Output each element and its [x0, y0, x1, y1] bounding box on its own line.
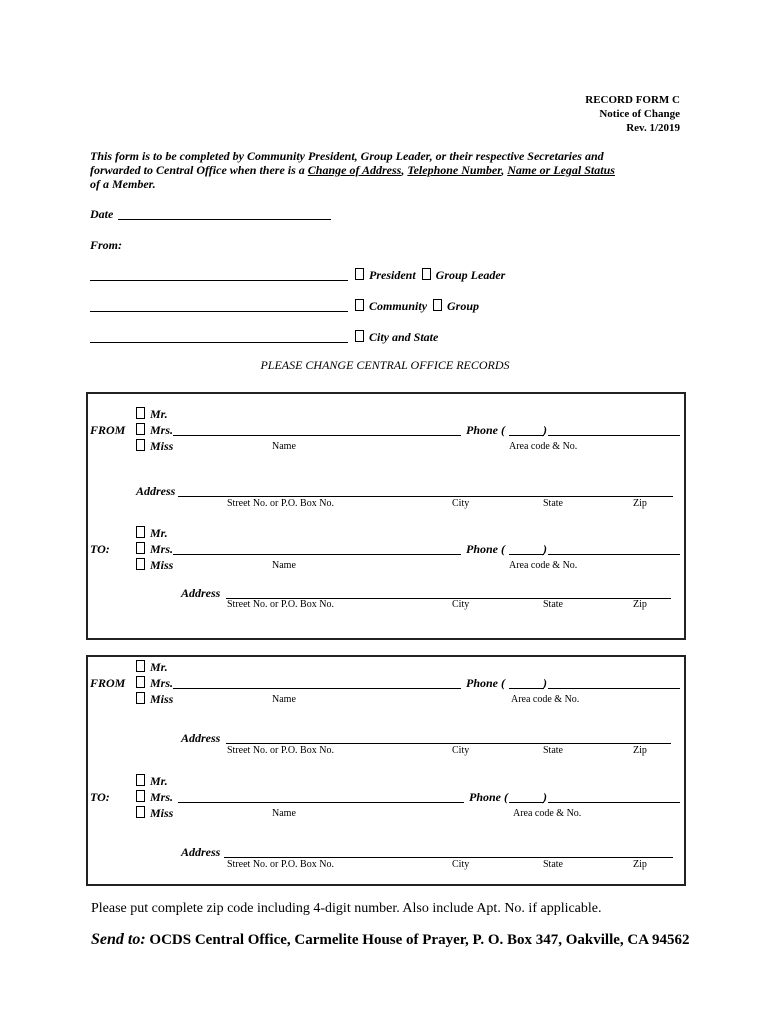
to2-label: TO: [90, 790, 110, 804]
from2-mr [136, 660, 168, 675]
from2-phone-field[interactable] [548, 688, 680, 689]
send-to-address: OCDS Central Office, Carmelite House of Prayer, P. O. Box 347, Oakville, CA 94562 [149, 932, 690, 948]
to2-address-label: Address [181, 845, 221, 859]
intro-line-1: This form is to be completed by Community President, Group Leader, or their respective Secretaries and [90, 149, 604, 163]
mr-label: Mr. [150, 774, 168, 788]
president-checkbox[interactable] [355, 268, 364, 280]
intro-sep-1: , [401, 163, 408, 177]
from1-state-caption: State [543, 498, 563, 509]
to2-mrs-checkbox[interactable] [136, 790, 145, 802]
to1-state-caption: State [543, 599, 563, 610]
to1-phone-field[interactable] [548, 554, 680, 555]
to1-mr-checkbox[interactable] [136, 526, 145, 538]
miss-label: Miss [150, 439, 174, 453]
president-label: President [369, 268, 416, 282]
send-to-label: Send to: [91, 931, 146, 948]
from1-mrs-checkbox[interactable] [136, 423, 145, 435]
intro-name-status: Name or Legal Status [507, 163, 615, 177]
from2-name-caption: Name [272, 694, 296, 705]
mr-label: Mr. [150, 660, 168, 674]
group-checkbox[interactable] [433, 299, 442, 311]
from2-phone-close: ) [543, 676, 547, 690]
zip-note: Please put complete zip code including 4-digit number. Also include Apt. No. if applicable. [91, 901, 602, 916]
intro-line-2-prefix: forwarded to Central Office when there is a [90, 163, 308, 177]
to1-street-caption: Street No. or P.O. Box No. [227, 599, 334, 610]
to2-mrs [136, 790, 173, 805]
form-subtitle: Notice of Change [599, 108, 680, 120]
to2-city-caption: City [452, 859, 470, 870]
from1-address-label: Address [136, 484, 176, 498]
mrs-label: Mrs. [150, 790, 174, 804]
from1-name-field[interactable] [173, 435, 461, 436]
mr-label: Mr. [150, 526, 168, 540]
to2-zip-caption: Zip [633, 859, 647, 870]
community-label: Community [369, 299, 428, 313]
from1-phone-label: Phone ( [466, 423, 505, 437]
from1-name-caption: Name [272, 441, 296, 452]
from1-area-code-field[interactable] [509, 435, 544, 436]
section-title: PLEASE CHANGE CENTRAL OFFICE RECORDS [260, 358, 510, 372]
from1-zip-caption: Zip [633, 498, 647, 509]
from1-miss [136, 439, 173, 454]
from1-city-caption: City [452, 498, 470, 509]
to1-name-caption: Name [272, 560, 296, 571]
from1-area-caption: Area code & No. [509, 441, 578, 452]
to1-city-caption: City [452, 599, 470, 610]
send-to-line [91, 931, 690, 949]
change-record-box-2 [86, 655, 686, 886]
form-name: RECORD FORM C [585, 94, 680, 106]
city-state-checkbox[interactable] [355, 330, 364, 342]
from-type-options [355, 299, 479, 314]
to1-phone-label: Phone ( [466, 542, 505, 556]
from2-street-caption: Street No. or P.O. Box No. [227, 745, 334, 756]
date-field[interactable] [118, 219, 331, 220]
intro-sep-2: , [501, 163, 508, 177]
from-label: From: [90, 238, 123, 252]
to2-street-caption: Street No. or P.O. Box No. [227, 859, 334, 870]
to2-name-field[interactable] [178, 802, 464, 803]
from2-address-field[interactable] [226, 743, 671, 744]
from1-address-field[interactable] [178, 496, 673, 497]
group-label: Group [447, 299, 480, 313]
from2-area-code-field[interactable] [509, 688, 544, 689]
from2-state-caption: State [543, 745, 563, 756]
from2-mrs [136, 676, 173, 691]
to1-miss-checkbox[interactable] [136, 558, 145, 570]
from2-miss-checkbox[interactable] [136, 692, 145, 704]
to2-phone-field[interactable] [548, 802, 680, 803]
intro-line-3: of a Member. [90, 177, 156, 191]
from2-mrs-checkbox[interactable] [136, 676, 145, 688]
from-name-field[interactable] [90, 280, 348, 281]
mrs-label: Mrs. [150, 676, 174, 690]
group-leader-label: Group Leader [435, 268, 506, 282]
to2-mr-checkbox[interactable] [136, 774, 145, 786]
to1-mr [136, 526, 168, 541]
from1-phone-close: ) [543, 423, 547, 437]
to1-area-caption: Area code & No. [509, 560, 578, 571]
from-city-option [355, 330, 438, 345]
to2-mr [136, 774, 168, 789]
from-city-field[interactable] [90, 342, 348, 343]
from2-mr-checkbox[interactable] [136, 660, 145, 672]
from2-city-caption: City [452, 745, 470, 756]
intro-line-2 [90, 163, 615, 178]
from1-mrs [136, 423, 173, 438]
to1-address-label: Address [181, 586, 221, 600]
intro-change-address: Change of Address [307, 163, 402, 177]
to2-phone-close: ) [543, 790, 547, 804]
from-community-field[interactable] [90, 311, 348, 312]
to1-mrs [136, 542, 173, 557]
to1-zip-caption: Zip [633, 599, 647, 610]
from2-label: FROM [90, 676, 126, 690]
from1-mr-checkbox[interactable] [136, 407, 145, 419]
from1-street-caption: Street No. or P.O. Box No. [227, 498, 334, 509]
from2-name-field[interactable] [173, 688, 461, 689]
miss-label: Miss [150, 806, 174, 820]
mr-label: Mr. [150, 407, 168, 421]
to2-state-caption: State [543, 859, 563, 870]
form-revision: Rev. 1/2019 [626, 122, 680, 134]
to1-miss [136, 558, 173, 573]
from-role-options [355, 268, 505, 283]
to1-name-field[interactable] [173, 554, 461, 555]
from1-phone-field[interactable] [548, 435, 680, 436]
community-checkbox[interactable] [355, 299, 364, 311]
from2-miss [136, 692, 173, 707]
to2-address-field[interactable] [224, 857, 673, 858]
miss-label: Miss [150, 558, 174, 572]
to2-area-caption: Area code & No. [513, 808, 582, 819]
miss-label: Miss [150, 692, 174, 706]
to2-area-code-field[interactable] [509, 802, 544, 803]
to2-miss-checkbox[interactable] [136, 806, 145, 818]
date-label: Date [90, 207, 114, 221]
to2-name-caption: Name [272, 808, 296, 819]
from1-label: FROM [90, 423, 126, 437]
to2-phone-label: Phone ( [469, 790, 508, 804]
from1-mr [136, 407, 168, 422]
from1-miss-checkbox[interactable] [136, 439, 145, 451]
intro-telephone: Telephone Number [407, 163, 502, 177]
from2-address-label: Address [181, 731, 221, 745]
mrs-label: Mrs. [150, 542, 174, 556]
from2-phone-label: Phone ( [466, 676, 505, 690]
to1-mrs-checkbox[interactable] [136, 542, 145, 554]
to2-miss [136, 806, 173, 821]
change-record-box-1 [86, 392, 686, 640]
city-state-label: City and State [369, 330, 439, 344]
to1-phone-close: ) [543, 542, 547, 556]
to1-area-code-field[interactable] [509, 554, 544, 555]
mrs-label: Mrs. [150, 423, 174, 437]
from2-area-caption: Area code & No. [511, 694, 580, 705]
to1-label: TO: [90, 542, 110, 556]
from2-zip-caption: Zip [633, 745, 647, 756]
group-leader-checkbox[interactable] [422, 268, 431, 280]
